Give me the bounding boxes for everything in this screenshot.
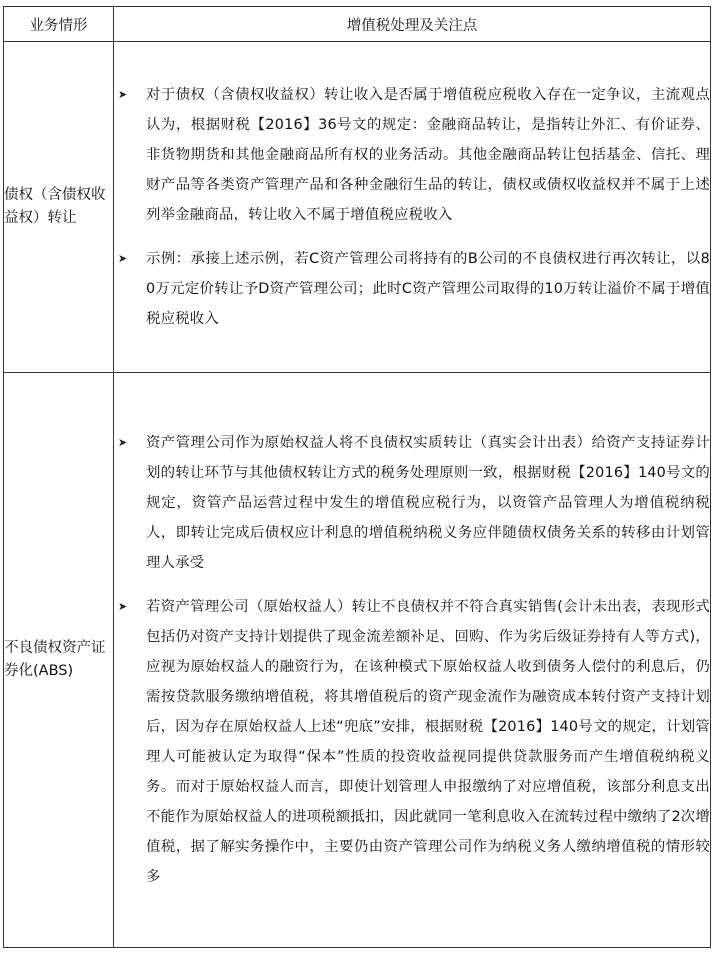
bullet-text: 若资产管理公司（原始权益人）转让不良债权并不符合真实销售(会计未出表，表现形式包括仍对资产支持计划提供了现金流差额补足、回购、作为劣后级证券持有人等方式)，应视为原始权益人的融资行为，在该种模式下原始权益人收到债务人偿付的利息后，仍需按贷款服务缴纳增值税，将其增值税后的资产现金流作为融资成本转付资产支持计划后，因为存在原始权益人上述“兜底”安排，根据财税【2016】140号文的规定，计划管理人可能被认定为取得“保本”性质的投资收益视同提供贷款服务而产生增值税纳税义务。而对于原始权益人而言，即使计划管理人申报缴纳了对应增值税，该部分利息支出不能作为原始权益人的进项税额抵扣，因此就同一笔利息收入在流转过程中缴纳了2次增值税，据了解实务操作中，主要仍由资产管理公司作为纳税义务人缴纳增值税的情形较多 [146, 599, 710, 885]
header-treatment: 增值税处理及关注点 [114, 7, 711, 42]
bullet-point [114, 80, 710, 230]
arrowhead-bullet-icon: ➤ [118, 88, 128, 101]
treatment-cell [114, 373, 711, 948]
table-header-row [4, 7, 711, 42]
bullet-point [114, 428, 710, 578]
bullet-text: 资产管理公司作为原始权益人将不良债权实质转让（真实会计出表）给资产支持证券计划的转让环节与其他债权转让方式的税务处理原则一致，根据财税【2016】140号文的规定，资管产品运营过程中发生的增值税应税行为，以资管产品管理人为增值税纳税人，即转让完成后债权应计利息的增值税纳税义务应伴随债权债务关系的转移由计划管理人承受 [146, 435, 710, 571]
tax-treatment-table [3, 6, 711, 948]
bullet-text: 示例：承接上述示例，若C资产管理公司将持有的B公司的不良债权进行再次转让，以80万元定价转让予D资产管理公司；此时C资产管理公司取得的10万转让溢价不属于增值税应税收入 [146, 251, 710, 327]
scenario-cell: 债权（含债权收益权）转让 [4, 42, 114, 373]
arrowhead-bullet-icon: ➤ [118, 252, 128, 265]
arrowhead-bullet-icon: ➤ [118, 600, 128, 613]
table-row [4, 373, 711, 948]
scenario-cell: 不良债权资产证券化(ABS) [4, 373, 114, 948]
treatment-cell [114, 42, 711, 373]
header-scenario: 业务情形 [4, 7, 114, 42]
bullet-point [114, 244, 710, 334]
bullet-point [114, 592, 710, 892]
arrowhead-bullet-icon: ➤ [118, 436, 128, 449]
bullet-text: 对于债权（含债权收益权）转让收入是否属于增值税应税收入存在一定争议，主流观点认为，根据财税【2016】36号文的规定：金融商品转让，是指转让外汇、有价证券、非货物期货和其他金融商品所有权的业务活动。其他金融商品转让包括基金、信托、理财产品等各类资产管理产品和各种金融衍生品的转让，债权或债权收益权并不属于上述列举金融商品，转让收入不属于增值税应税收入 [146, 87, 710, 223]
table-row [4, 42, 711, 373]
